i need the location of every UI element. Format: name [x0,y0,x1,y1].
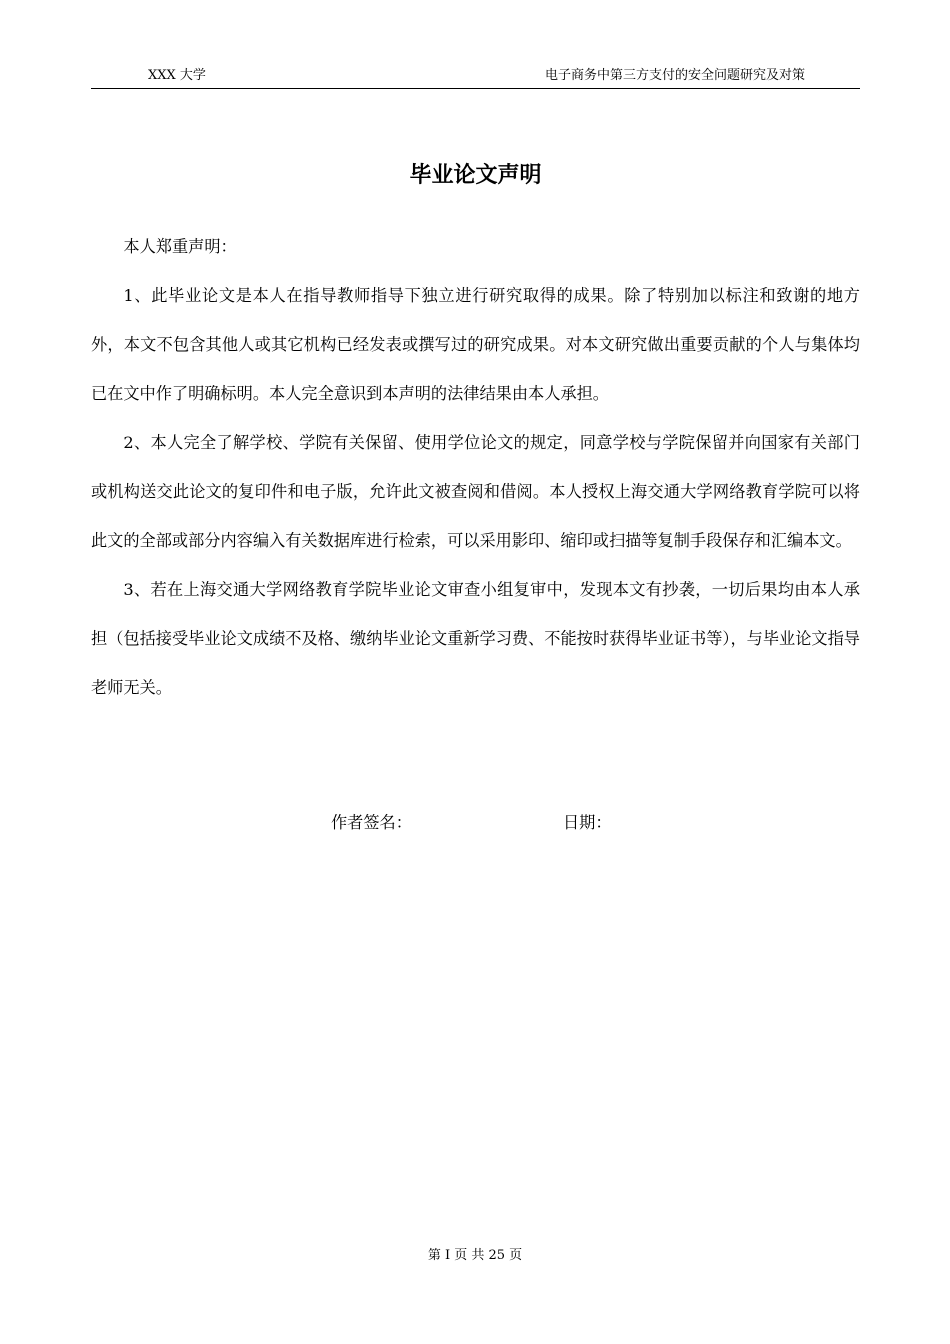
declaration-body [91,222,860,712]
declaration-paragraph-3: 3、若在上海交通大学网络教育学院毕业论文审查小组复审中，发现本文有抄袭，一切后果均由本人承担（包括接受毕业论文成绩不及格、缴纳毕业论文重新学习费、不能按时获得毕业证书等），与毕业论文指导老师无关。 [91,580,860,697]
header-thesis-title: 电子商务中第三方支付的安全问题研究及对策 [544,68,805,83]
signature-row [0,803,950,843]
declaration-paragraph-2: 2、本人完全了解学校、学院有关保留、使用学位论文的规定，同意学校与学院保留并向国家有关部门或机构送交此论文的复印件和电子版，允许此文被查阅和借阅。本人授权上海交通大学网络教育学院可以将此文的全部或部分内容编入有关数据库进行检索，可以采用影印、缩印或扫描等复制手段保存和汇编本文。 [91,433,860,550]
author-signature-label: 作者签名： [331,813,412,832]
page-header [91,66,860,89]
header-university: XXX 大学 [148,68,206,83]
declaration-paragraph-1: 1、此毕业论文是本人在指导教师指导下独立进行研究取得的成果。除了特别加以标注和致谢的地方外，本文不包含其他人或其它机构已经发表或撰写过的研究成果。对本文研究做出重要贡献的个人与集体均已在文中作了明确标明。本人完全意识到本声明的法律结果由本人承担。 [91,286,860,403]
date-label: 日期： [563,813,612,832]
page-title: 毕业论文声明 [409,163,542,188]
page-footer: 第 I 页 共 25 页 [427,1248,523,1263]
declaration-intro: 本人郑重声明： [123,237,237,256]
